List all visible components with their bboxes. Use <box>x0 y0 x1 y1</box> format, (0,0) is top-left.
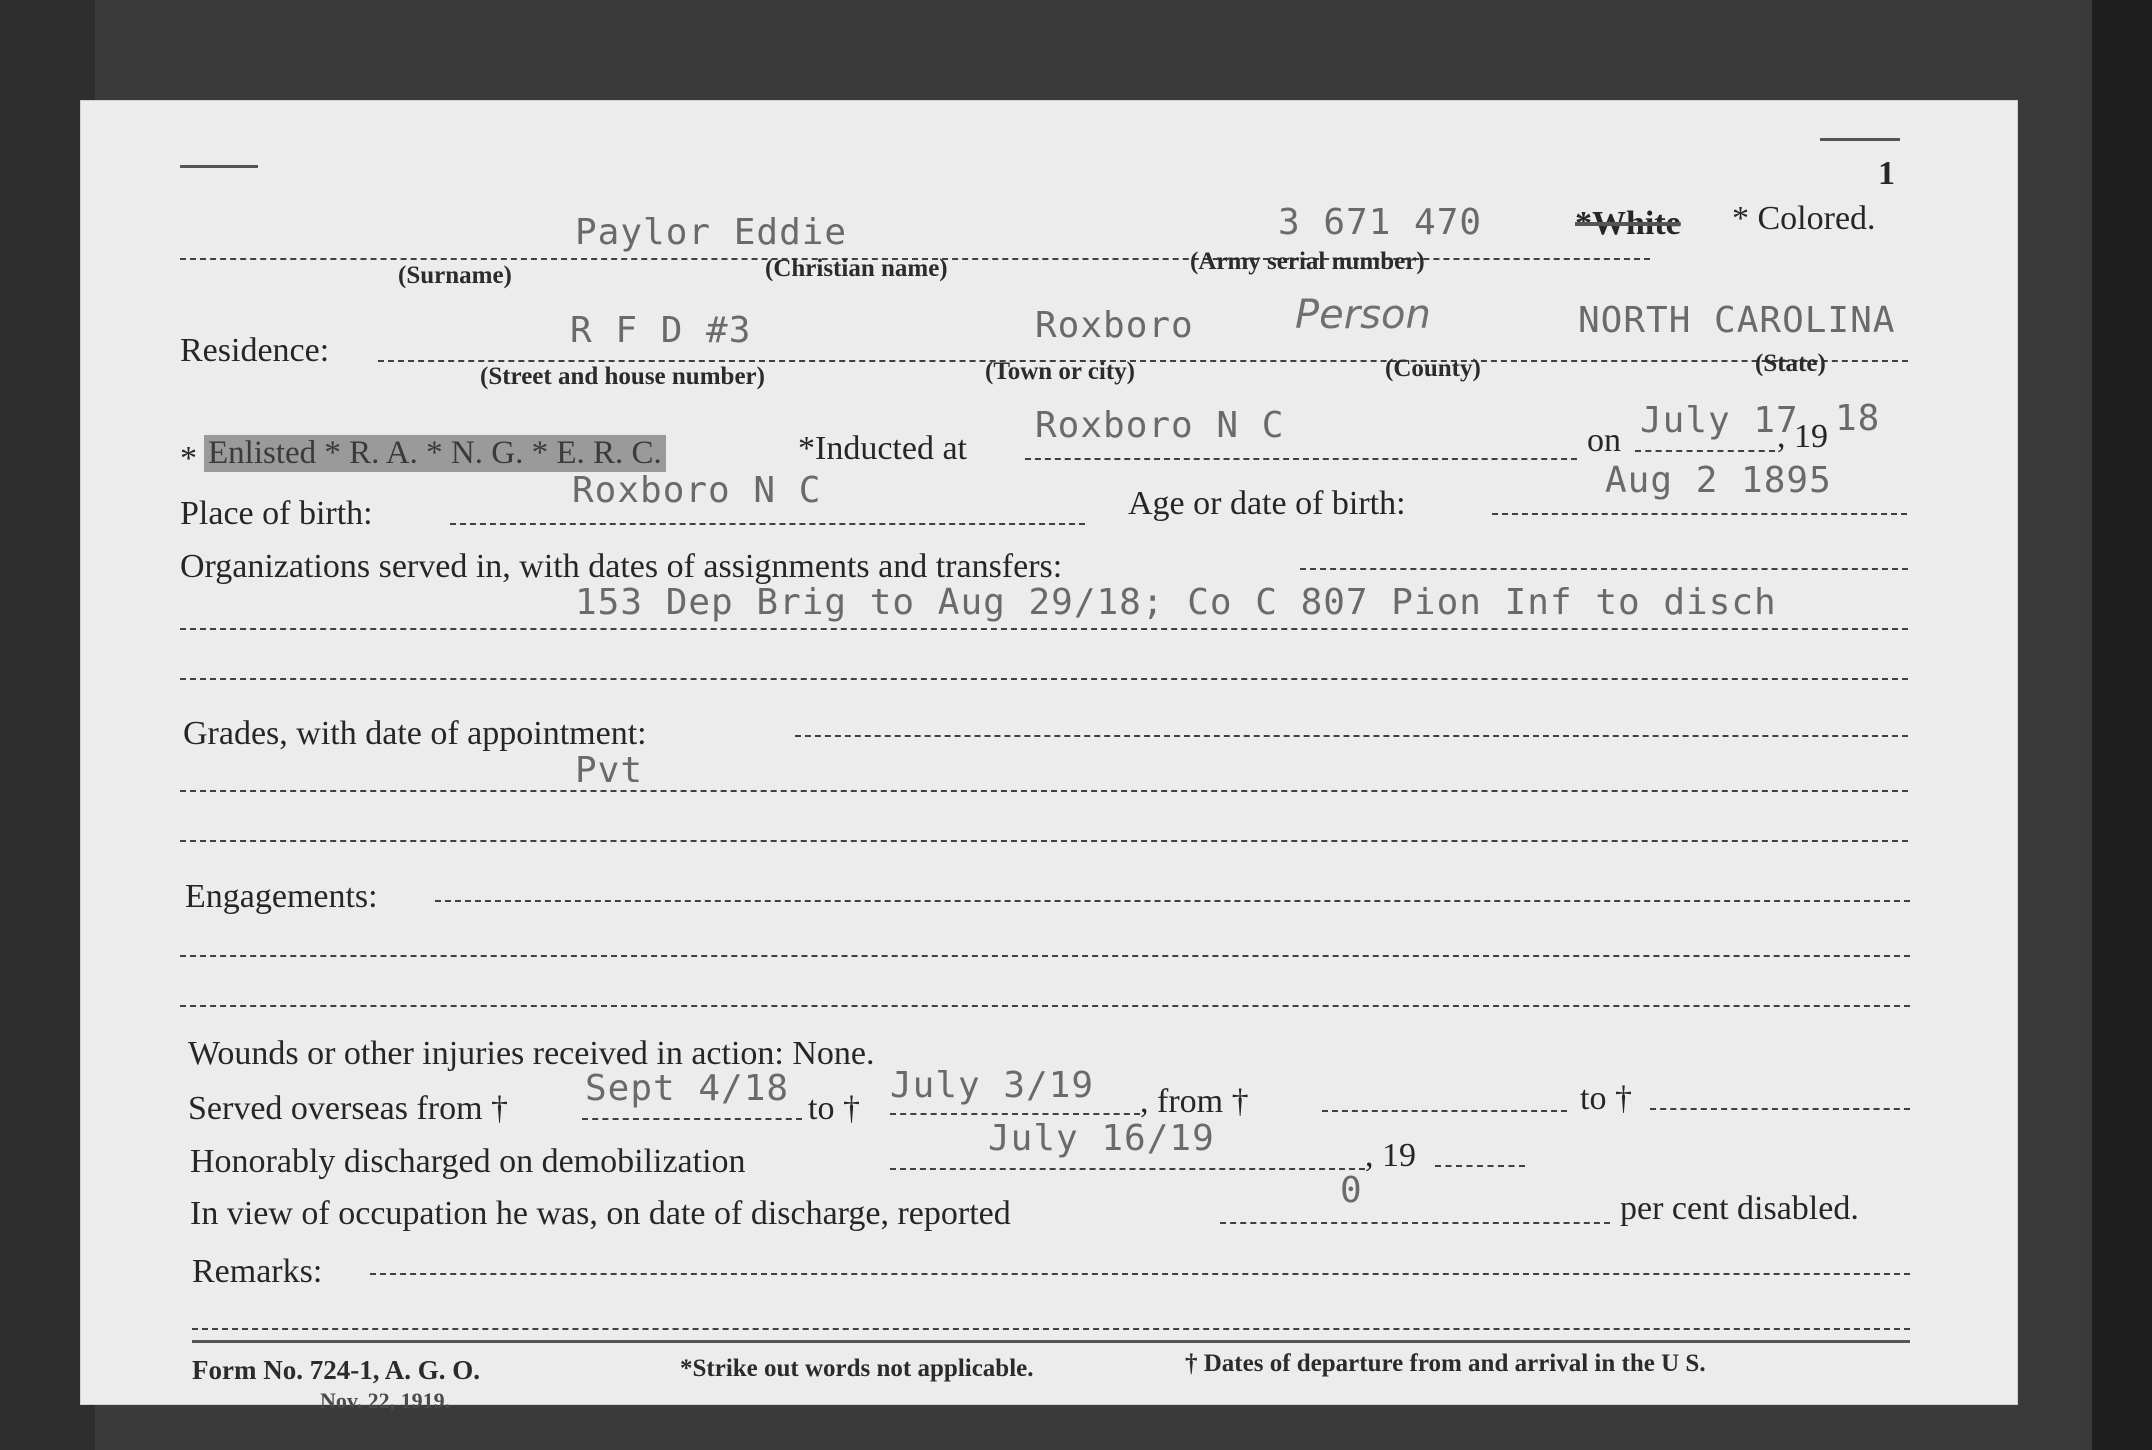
on-label: on <box>1587 422 1621 459</box>
year-suffix: 18 <box>1835 398 1881 439</box>
army-serial-number: 3 671 470 <box>1278 202 1483 243</box>
served-to-line <box>890 1113 1140 1115</box>
place-of-birth: Roxboro N C <box>572 470 822 511</box>
inducted-date-line <box>1635 450 1775 452</box>
age-label: Age or date of birth: <box>1128 485 1406 522</box>
surname-christian-name: Paylor Eddie <box>575 212 848 253</box>
footer-rule <box>192 1340 1910 1343</box>
organizations-label: Organizations served in, with dates of assignments and transfers: <box>180 548 1063 585</box>
served-from-line <box>582 1118 802 1120</box>
disabled-suffix: per cent disabled. <box>1620 1190 1859 1227</box>
grades-line-2 <box>180 790 1908 792</box>
scan-border-right <box>2092 0 2152 1450</box>
remarks-label: Remarks: <box>192 1253 323 1290</box>
wounds-label: Wounds or other injuries received in action: None. <box>188 1035 875 1072</box>
caption-serial: (Army serial number) <box>1190 248 1425 275</box>
discharged-label: Honorably discharged on demobilization <box>190 1143 746 1180</box>
record-card <box>80 100 2018 1413</box>
caption-street: (Street and house number) <box>480 363 765 390</box>
discharge-line <box>890 1168 1365 1170</box>
page-number: 1 <box>1878 155 1895 192</box>
organizations-line-3 <box>180 678 1908 680</box>
residence-label: Residence: <box>180 332 330 369</box>
residence-line <box>378 360 1908 362</box>
discharge-year-label: , 19 <box>1365 1137 1416 1174</box>
engagements-line-3 <box>180 1005 1910 1007</box>
residence-state: NORTH CAROLINA <box>1578 300 1896 341</box>
organizations-served: 153 Dep Brig to Aug 29/18; Co C 807 Pion Inf to disch <box>575 582 1777 623</box>
occupation-label: In view of occupation he was, on date of discharge, reported <box>190 1195 1011 1232</box>
inducted-line <box>1025 458 1577 460</box>
date-of-birth: Aug 2 1895 <box>1605 460 1832 501</box>
caption-surname: (Surname) <box>398 262 512 289</box>
served-from: Sept 4/18 <box>585 1068 790 1109</box>
residence-county: Person <box>1295 292 1431 338</box>
grades-line-3 <box>180 840 1908 842</box>
residence-street: R F D #3 <box>570 310 752 351</box>
discharge-year-line <box>1435 1165 1525 1167</box>
engagements-line-2 <box>180 955 1910 957</box>
place-of-birth-label: Place of birth: <box>180 495 373 532</box>
footer-form-number: Form No. 724-1, A. G. O. <box>192 1355 480 1385</box>
remarks-line-2 <box>192 1328 1910 1330</box>
race-colored: * Colored. <box>1732 200 1876 237</box>
enlisted-prefix: * <box>180 440 197 477</box>
served-to: July 3/19 <box>890 1065 1095 1106</box>
from-line <box>1322 1110 1567 1112</box>
disabled-percent: 0 <box>1340 1170 1363 1211</box>
served-from-label: Served overseas from † <box>188 1090 509 1127</box>
caption-christian-name: (Christian name) <box>765 255 948 282</box>
grades-line-1 <box>795 735 1908 737</box>
to-line-2 <box>1650 1108 1910 1110</box>
footer-strike-note: *Strike out words not applicable. <box>680 1355 1034 1382</box>
from-label: , from † <box>1140 1083 1249 1120</box>
race-white: *White <box>1575 205 1681 242</box>
footer-date: Nov. 22, 1919. <box>320 1388 451 1413</box>
engagements-line-1 <box>435 900 1910 902</box>
caption-state: (State) <box>1755 350 1826 377</box>
engagements-label: Engagements: <box>185 878 378 915</box>
footer-dates-note: † Dates of departure from and arrival in the U S. <box>1185 1350 1706 1377</box>
to-label-2: to † <box>1580 1080 1632 1117</box>
grades-label: Grades, with date of appointment: <box>183 715 647 752</box>
top-right-dash <box>1820 138 1900 141</box>
served-to-label: to † <box>808 1090 860 1127</box>
caption-town: (Town or city) <box>985 358 1135 385</box>
discharge-date: July 16/19 <box>988 1118 1215 1159</box>
place-of-birth-line <box>450 523 1085 525</box>
inducted-label: *Inducted at <box>798 430 967 467</box>
organizations-line-2 <box>180 628 1908 630</box>
top-left-dash <box>180 165 258 168</box>
caption-county: (County) <box>1385 355 1481 382</box>
inducted-date: July 17 <box>1640 400 1799 441</box>
enlisted-options-struck: Enlisted * R. A. * N. G. * E. R. C. <box>204 435 666 472</box>
grade: Pvt <box>575 750 644 791</box>
residence-town: Roxboro <box>1035 305 1194 346</box>
organizations-line-1 <box>1300 568 1908 570</box>
inducted-at: Roxboro N C <box>1035 405 1285 446</box>
year-prefix: , 19 <box>1777 418 1828 455</box>
occupation-line <box>1220 1222 1610 1224</box>
age-line <box>1492 513 1907 515</box>
remarks-line-1 <box>370 1273 1910 1275</box>
